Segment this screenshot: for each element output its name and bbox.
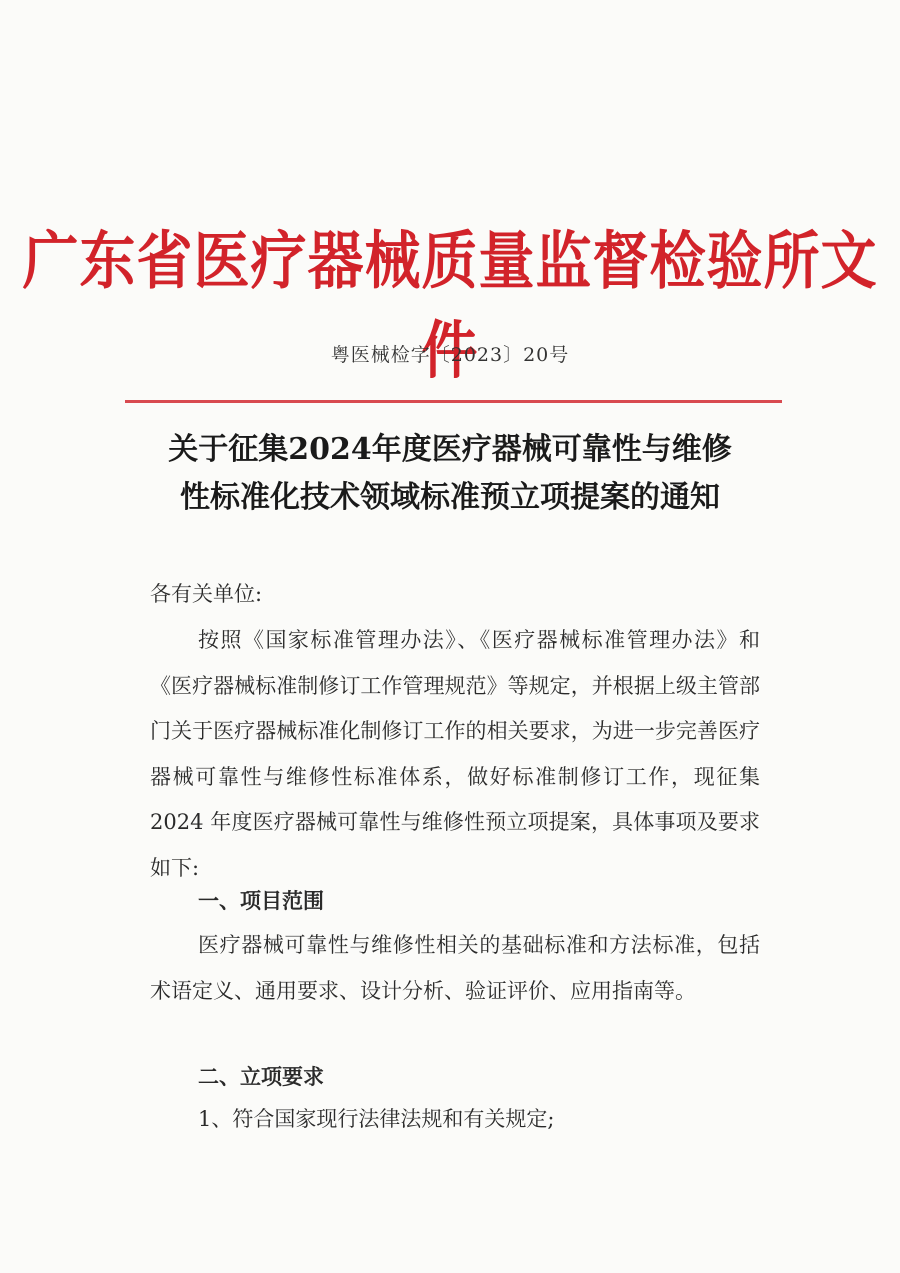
- scope-paragraph: 医疗器械可靠性与维修性相关的基础标准和方法标准，包括术语定义、通用要求、设计分析、验证评价、应用指南等。: [150, 933, 760, 1003]
- red-divider-line: [125, 400, 782, 403]
- section-heading-scope: 一、项目范围: [198, 889, 324, 913]
- notice-title: [0, 426, 900, 522]
- section-heading-requirements: 二、立项要求: [198, 1065, 324, 1089]
- intro-paragraph: 按照《国家标准管理办法》、《医疗器械标准管理办法》和《医疗器械标准制修订工作管理规范》等规定，并根据上级主管部门关于医疗器械标准化制修订工作的相关要求，为进一步完善医疗器械可靠性与维修性标准体系，做好标准制修订工作，现征集 2024 年度医疗器械可靠性与维修性预立项提案，具体事项及要求如下:: [150, 628, 760, 880]
- issuing-organization-title: 广东省医疗器械质量监督检验所文件: [22, 224, 878, 388]
- salutation: 各有关单位:: [150, 582, 263, 606]
- document-number: 粤医械检字〔2023〕20号: [330, 344, 570, 366]
- notice-title-line-2: 性标准化技术领域标准预立项提案的通知: [180, 480, 720, 515]
- notice-title-line-1: 关于征集2024年度医疗器械可靠性与维修: [168, 432, 732, 467]
- requirement-item-1: 1、符合国家现行法律法规和有关规定;: [198, 1107, 555, 1131]
